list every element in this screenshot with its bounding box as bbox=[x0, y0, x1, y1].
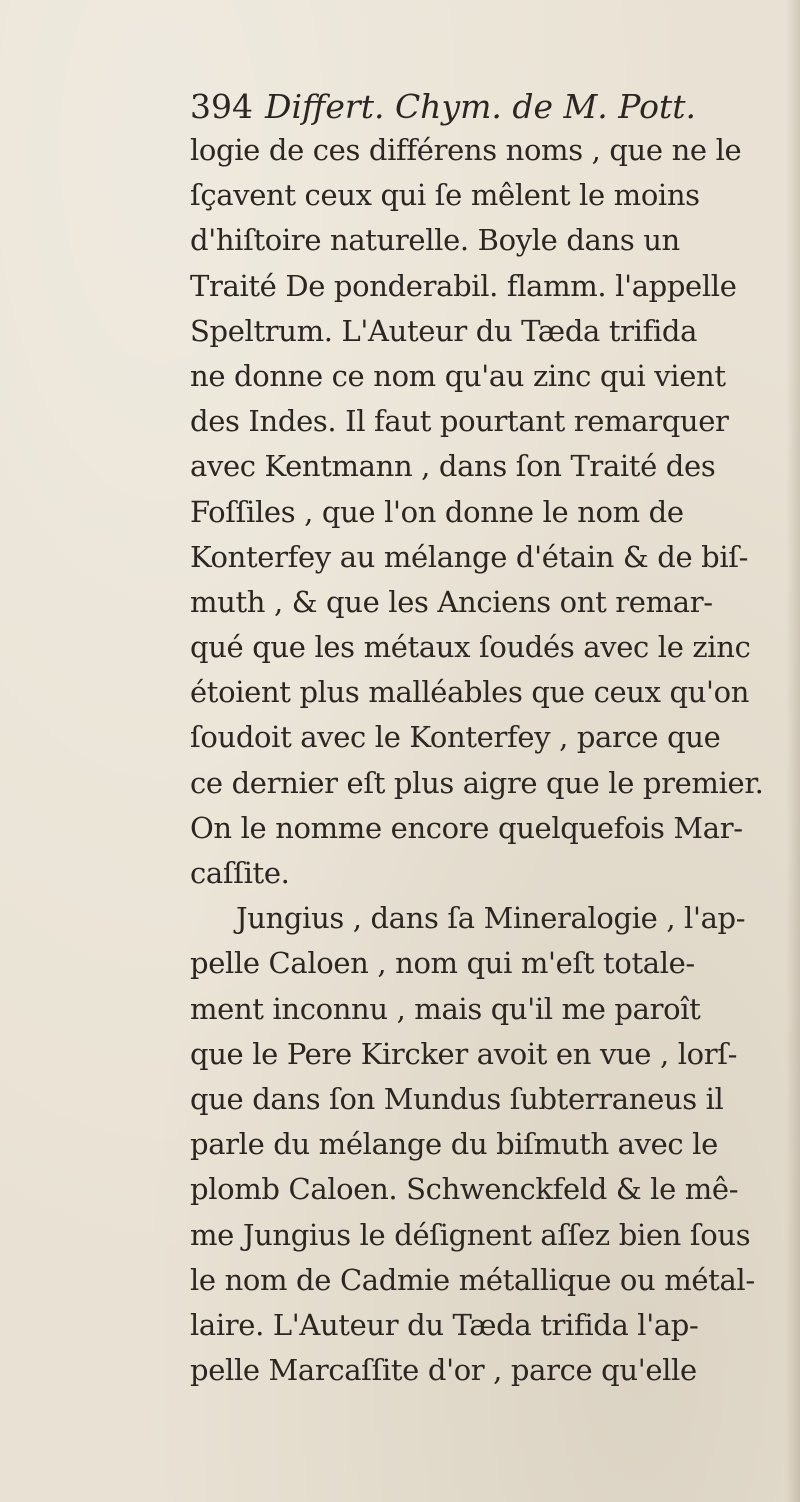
text-line: le nom de Cadmie métallique ou métal- bbox=[190, 1262, 755, 1297]
running-header bbox=[190, 86, 775, 128]
text-line: d'hiſtoire naturelle. Boyle dans un bbox=[190, 223, 680, 258]
text-line: laire. L'Auteur du Tæda trifida l'ap- bbox=[190, 1307, 699, 1342]
text-line: muth , & que les Anciens ont remar- bbox=[190, 584, 713, 619]
text-line: que le Pere Kircker avoit en vue , lorſ- bbox=[190, 1036, 738, 1071]
text-line: ce dernier eſt plus aigre que le premier. bbox=[190, 765, 764, 800]
text-line: Traité De ponderabil. flamm. l'appelle bbox=[190, 268, 737, 303]
text-line: logie de ces différens noms , que ne le bbox=[190, 133, 742, 167]
text-line: des Indes. Il faut pourtant remarquer bbox=[190, 404, 729, 439]
text-line: ſçavent ceux qui ſe mêlent le moins bbox=[190, 178, 700, 213]
text-line: étoient plus malléables que ceux qu'on bbox=[190, 675, 750, 710]
text-line: On le nomme encore quelquefois Mar- bbox=[190, 810, 743, 845]
text-line: parle du mélange du biſmuth avec le bbox=[190, 1127, 718, 1162]
text-line: me Jungius le déſignent aſſez bien ſous bbox=[190, 1217, 751, 1252]
text-line: qué que les métaux ſoudés avec le zinc bbox=[190, 630, 751, 665]
text-block bbox=[190, 86, 775, 1393]
text-line: ne donne ce nom qu'au zinc qui vient bbox=[190, 358, 726, 393]
text-line: ment inconnu , mais qu'il me paroît bbox=[190, 991, 701, 1026]
text-line: caſſite. bbox=[190, 856, 290, 890]
page-number: 394 bbox=[190, 87, 253, 126]
text-line-paragraph-start: Jungius , dans ſa Mineralogie , l'ap- bbox=[236, 901, 746, 936]
text-line: pelle Caloen , nom qui m'eſt totale- bbox=[190, 946, 695, 981]
text-line: que dans ſon Mundus ſubterraneus il bbox=[190, 1081, 724, 1116]
text-line: ſoudoit avec le Konterfey , parce que bbox=[190, 720, 721, 755]
page-edge-shadow bbox=[786, 0, 800, 1502]
text-line: pelle Marcaſſite d'or , parce qu'elle bbox=[190, 1353, 697, 1388]
text-line: Konterfey au mélange d'étain & de biſ- bbox=[190, 539, 749, 574]
text-line: Foſſiles , que l'on donne le nom de bbox=[190, 494, 684, 529]
text-line: Speltrum. L'Auteur du Tæda trifida bbox=[190, 313, 698, 348]
text-line: avec Kentmann , dans ſon Traité des bbox=[190, 449, 716, 484]
text-line: plomb Caloen. Schwenckfeld & le mê- bbox=[190, 1172, 739, 1207]
running-title: Differt. Chym. de M. Pott. bbox=[265, 87, 697, 126]
